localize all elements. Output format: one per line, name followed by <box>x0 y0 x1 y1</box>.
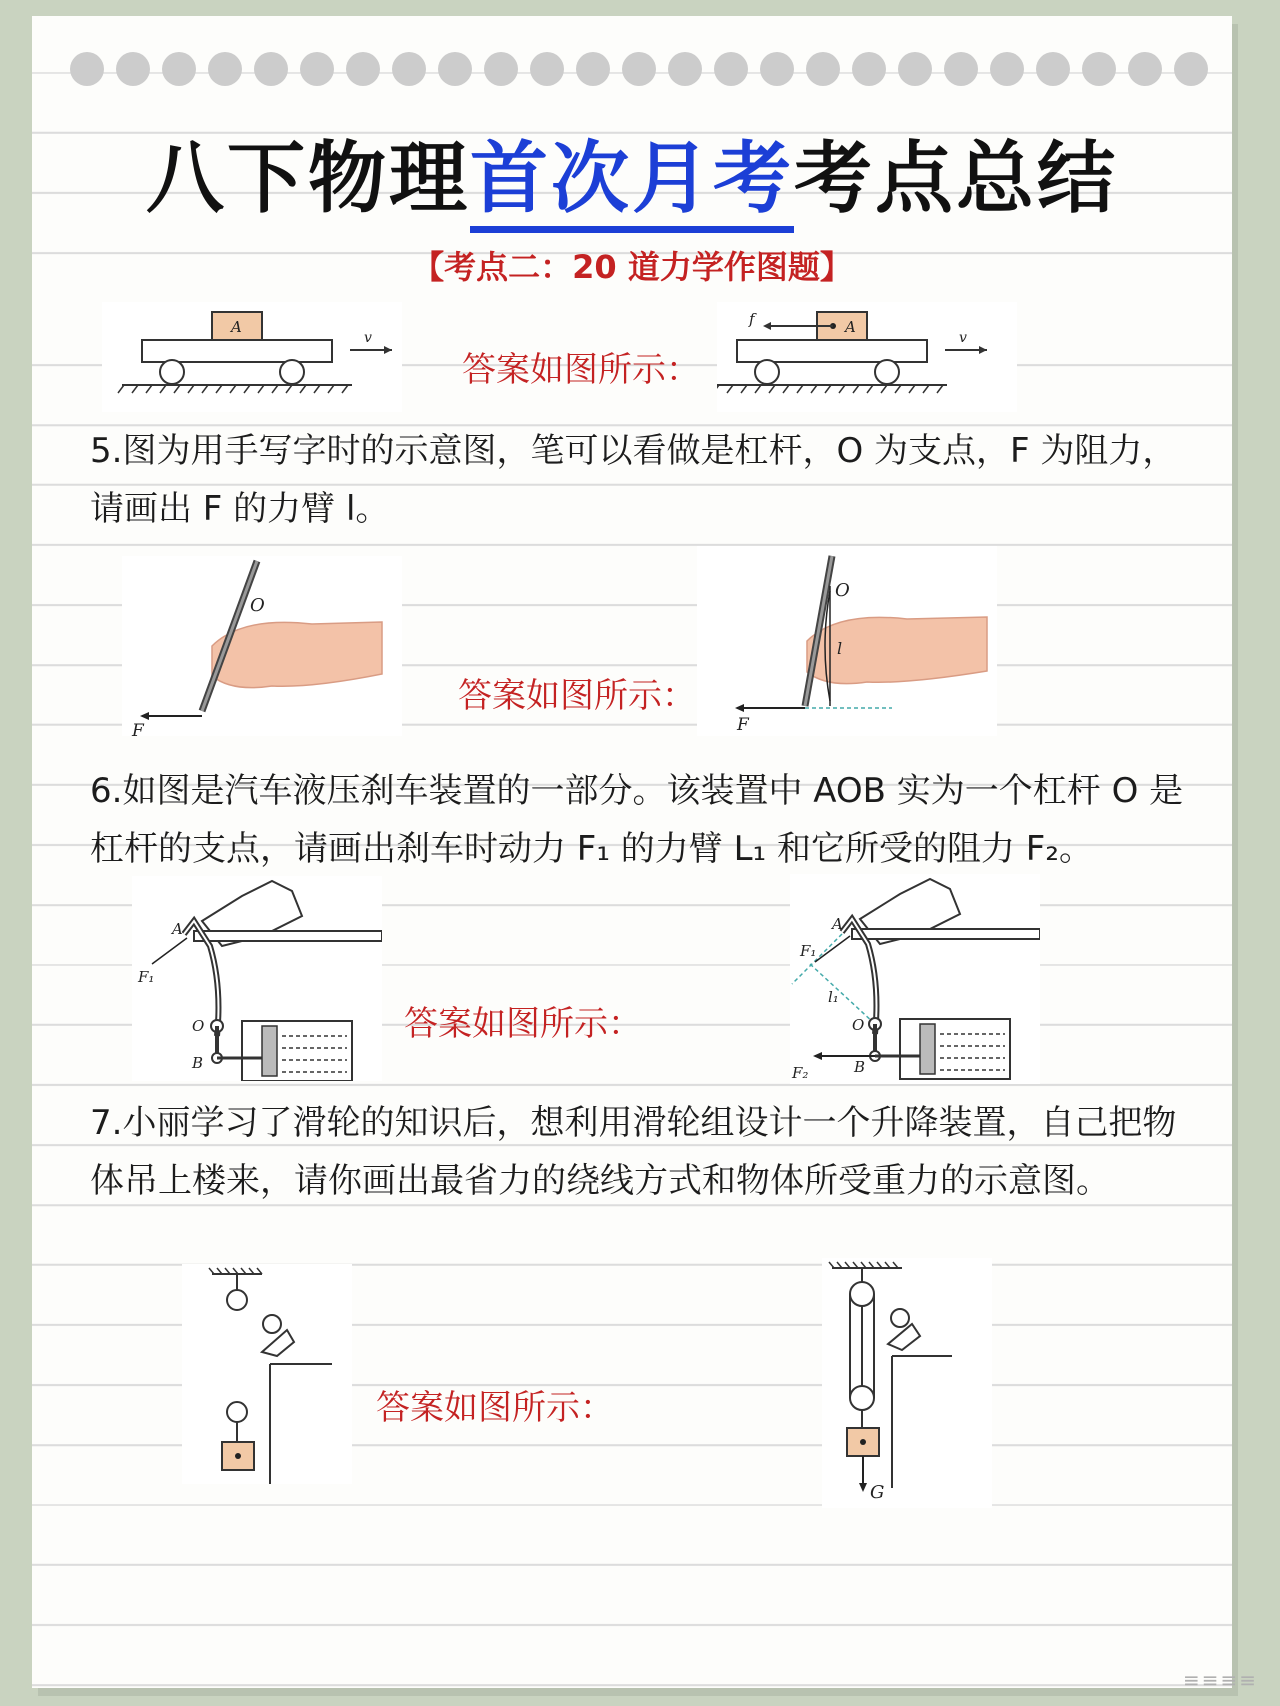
answer-label-3: 答案如图所示： <box>404 1004 642 1044</box>
label-l1: l₁ <box>828 988 839 1006</box>
answer-label-4: 答案如图所示： <box>376 1388 614 1428</box>
label-B: B <box>192 1054 204 1072</box>
label-A: A <box>231 318 242 336</box>
brake-pedal-figure-answer <box>790 874 1040 1084</box>
question-5-text: 5.图为用手写字时的示意图，笔可以看做是杠杆，O 为支点，F 为阻力，请画出 F 的力臂 l。 <box>90 431 1177 529</box>
answer-label-1: 答案如图所示： <box>462 350 700 390</box>
label-F1: F₁ <box>800 942 817 960</box>
label-O: O <box>192 1017 205 1035</box>
label-v: v <box>364 330 372 346</box>
label-O: O <box>250 595 265 616</box>
pulley-figure-question <box>182 1264 352 1484</box>
label-A: A <box>832 915 843 933</box>
question-6-text: 6.如图是汽车液压刹车装置的一部分。该装置中 AOB 实为一个杠杆 O 是杠杆的支点，请画出刹车时动力 F₁ 的力臂 L₁ 和它所受的阻力 F₂。 <box>90 771 1184 869</box>
answer-label-2: 答案如图所示： <box>458 676 696 716</box>
label-G: G <box>870 1482 885 1503</box>
label-v: v <box>959 330 967 346</box>
section-subtitle: 【考点二：20 道力学作图题】 <box>412 248 852 286</box>
pen-hand-figure-answer <box>697 546 997 736</box>
page-title: 八下物理首次月考考点总结 <box>32 116 1232 228</box>
cart-figure-answer <box>717 302 1017 412</box>
label-O: O <box>852 1016 865 1034</box>
question-7-text: 7.小丽学习了滑轮的知识后，想利用滑轮组设计一个升降装置，自己把物体吊上楼来，请你画出最省力的绕线方式和物体所受重力的示意图。 <box>90 1103 1177 1201</box>
label-A: A <box>172 920 183 938</box>
binder-holes <box>70 52 1208 86</box>
label-B: B <box>854 1058 866 1076</box>
brake-pedal-figure-question <box>132 876 382 1081</box>
label-l: l <box>837 639 843 658</box>
label-F: F <box>132 721 144 736</box>
label-O: O <box>835 580 850 601</box>
watermark: ≡≡≡≡ <box>1182 1668 1258 1692</box>
label-F: F <box>737 715 749 735</box>
pulley-figure-answer <box>822 1258 992 1508</box>
label-F2: F₂ <box>792 1064 809 1082</box>
cart-figure-question <box>102 302 402 412</box>
label-f: f <box>749 310 755 328</box>
pen-hand-figure-question <box>122 556 402 736</box>
notebook-page <box>32 16 1232 1688</box>
label-F1: F₁ <box>138 968 155 986</box>
label-A: A <box>845 318 856 336</box>
